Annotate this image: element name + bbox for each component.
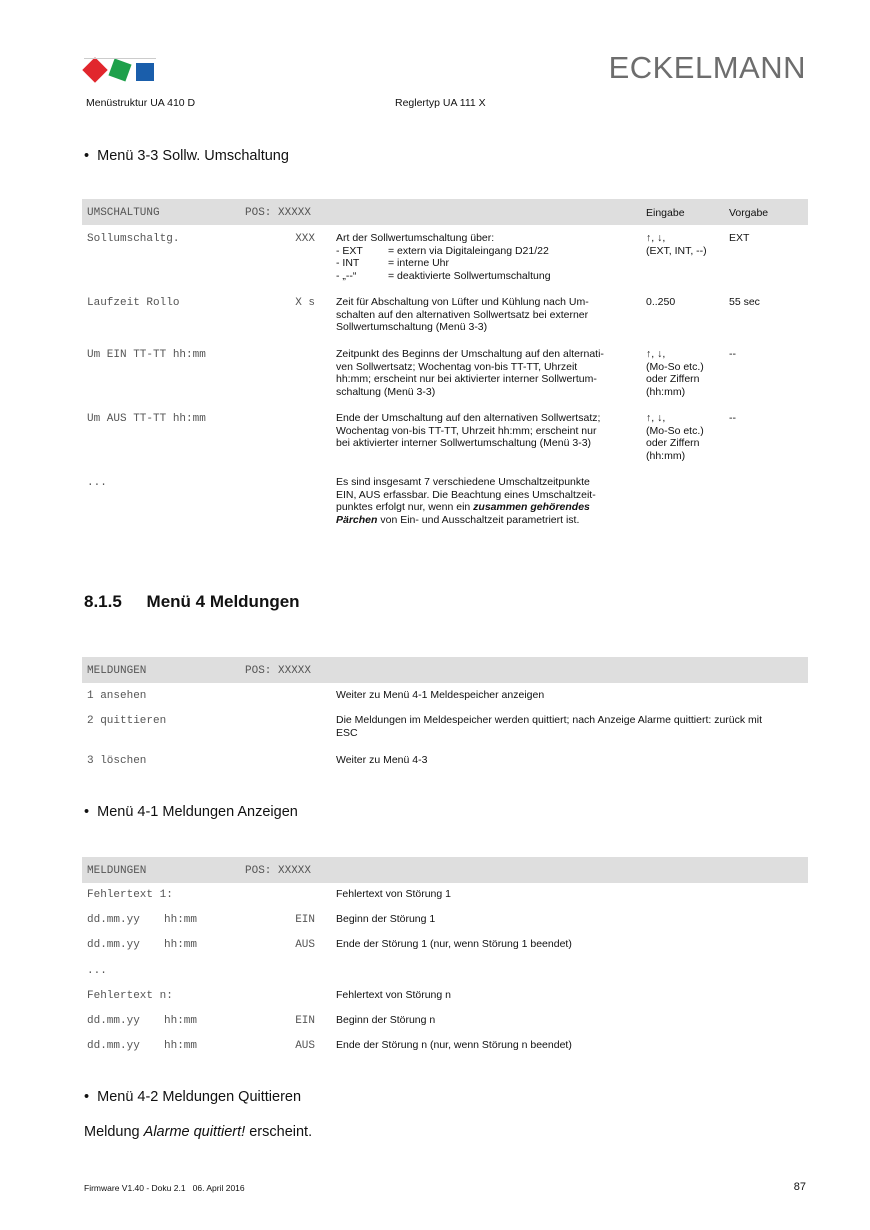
- note-text: punktes erfolgt nur, wenn ein: [336, 501, 474, 513]
- menu33-dots: ...: [87, 477, 107, 489]
- menu33-heading: [84, 148, 289, 164]
- header-center: Reglertyp UA 111 X: [395, 97, 486, 109]
- menu33-note: [336, 476, 636, 526]
- menu41-row-left: Fehlertext 1:: [87, 889, 173, 901]
- menu4-table-header: [82, 657, 808, 683]
- menu33-hdr-left: UMSCHALTUNG: [87, 207, 160, 219]
- menu41-heading-text: Menü 4-1 Meldungen Anzeigen: [97, 804, 298, 820]
- menu41-row-right: AUS: [295, 939, 315, 951]
- bullet: •: [84, 148, 90, 164]
- menu41-row-left: Fehlertext n:: [87, 990, 173, 1002]
- desc-line: bei aktivierter interner Sollwertumschaltung (Menü 3-3): [336, 437, 592, 449]
- menu33-hdr-pos: POS: XXXXX: [245, 207, 312, 219]
- logo-blue-square: [136, 63, 154, 81]
- menu33-hdr-vorgabe: Vorgabe: [729, 207, 769, 219]
- menu41-hdr-pos: POS: XXXXX: [245, 865, 312, 877]
- menu33-row3-vorgabe: --: [729, 348, 736, 360]
- menu41-row-left: ...: [87, 965, 107, 977]
- menu33-row2-eingabe: 0..250: [646, 296, 676, 308]
- def-key: - EXT: [336, 244, 363, 257]
- desc-line: ESC: [336, 726, 358, 739]
- menu33-row2-desc: [336, 296, 636, 334]
- section-title: Menü 4 Meldungen: [146, 592, 300, 611]
- menu41-row-left: dd.mm.yy: [87, 914, 140, 926]
- note-line: Es sind insgesamt 7 verschiedene Umschaltzeitpunkte: [336, 476, 590, 488]
- note-line: [336, 501, 636, 514]
- brand-name: ECKELMANN: [608, 50, 806, 85]
- menu33-row2-vorgabe: 55 sec: [729, 296, 760, 308]
- menu42-text-c: erscheint.: [245, 1124, 313, 1140]
- def-value: = interne Uhr: [388, 257, 449, 269]
- menu41-table-header: [82, 857, 808, 883]
- menu42-heading-text: Menü 4-2 Meldungen Quittieren: [97, 1089, 302, 1105]
- logo-green-square: [108, 58, 131, 81]
- menu41-row-desc: Fehlertext von Störung n: [336, 989, 451, 1001]
- menu33-row1-eingabe: [646, 232, 707, 257]
- menu41-row-mid: hh:mm: [164, 1015, 198, 1027]
- eingabe-line: ↑, ↓,: [646, 412, 666, 424]
- desc-line: Zeitpunkt des Beginns der Umschaltung auf den alternati-: [336, 348, 604, 360]
- menu4-row2-desc: [336, 714, 806, 739]
- menu41-row-desc: Beginn der Störung n: [336, 1014, 436, 1026]
- menu4-row1-label: 1 ansehen: [87, 690, 147, 702]
- desc-line: Wochentag von-bis TT-TT, Uhrzeit hh:mm; erscheint nur: [336, 424, 597, 437]
- menu33-row1-label: Sollumschaltg.: [87, 233, 180, 245]
- menu33-row1-vorgabe: EXT: [729, 232, 750, 244]
- eingabe-line: (EXT, INT, --): [646, 244, 707, 257]
- desc-line: Zeit für Abschaltung von Lüfter und Kühlung nach Um-: [336, 296, 589, 308]
- menu33-row3-eingabe: [646, 348, 704, 398]
- desc-line: Ende der Umschaltung auf den alternativen Sollwertsatz;: [336, 412, 601, 424]
- desc-line: ven Sollwertsatz; Wochentag von-bis TT-TT, Uhrzeit: [336, 360, 578, 373]
- menu4-row3-label: 3 löschen: [87, 755, 147, 767]
- menu41-row-left: dd.mm.yy: [87, 939, 140, 951]
- menu4-row2-label: 2 quittieren: [87, 715, 167, 727]
- menu42-heading: [84, 1089, 301, 1105]
- menu33-hdr-eingabe: Eingabe: [646, 207, 685, 219]
- section-number: 8.1.5: [84, 592, 122, 611]
- menu33-row1-def: [336, 270, 631, 283]
- def-value: = deaktivierte Sollwertumschaltung: [388, 269, 551, 282]
- note-line: [336, 514, 636, 527]
- desc-line: Die Meldungen im Meldespeicher werden quittiert; nach Anzeige Alarme quittiert: zurück mit: [336, 714, 763, 726]
- desc-line: Sollwertumschaltung (Menü 3-3): [336, 321, 488, 333]
- menu42-text-a: Meldung: [84, 1124, 144, 1140]
- section-heading: [84, 592, 300, 612]
- menu33-row3-desc: [336, 348, 636, 398]
- menu33-heading-text: Menü 3-3 Sollw. Umschaltung: [97, 148, 289, 164]
- menu42-text-italic: Alarme quittiert!: [143, 1124, 246, 1140]
- def-key: - „--“: [336, 269, 357, 282]
- menu33-row2-value: X s: [295, 297, 315, 309]
- note-emphasis: Pärchen: [336, 513, 378, 526]
- menu33-row1-desc: [336, 232, 631, 282]
- menu4-row1-desc: Weiter zu Menü 4-1 Meldespeicher anzeigen: [336, 689, 545, 701]
- menu33-row4-desc: [336, 412, 636, 450]
- bullet: •: [84, 1089, 90, 1105]
- footer-left: Firmware V1.40 - Doku 2.1 06. April 2016: [84, 1183, 245, 1193]
- eingabe-line: (hh:mm): [646, 385, 686, 398]
- eingabe-line: ↑, ↓,: [646, 348, 666, 360]
- menu33-row1-def: [336, 245, 631, 258]
- menu33-row4-label: Um AUS TT-TT hh:mm: [87, 413, 206, 425]
- logo-frame-line: [84, 58, 156, 59]
- menu41-row-mid: hh:mm: [164, 939, 198, 951]
- eingabe-line: (Mo-So etc.): [646, 424, 704, 437]
- def-value: = extern via Digitaleingang D21/22: [388, 244, 549, 257]
- menu41-heading: [84, 804, 298, 820]
- page-number: 87: [793, 1181, 806, 1193]
- eingabe-line: ↑, ↓,: [646, 232, 666, 244]
- menu33-row4-vorgabe: --: [729, 412, 736, 424]
- menu41-row-desc: Ende der Störung 1 (nur, wenn Störung 1 beendet): [336, 938, 572, 950]
- note-emphasis: zusammen gehörendes: [473, 501, 590, 513]
- menu41-row-right: EIN: [295, 914, 315, 926]
- menu33-row2-label: Laufzeit Rollo: [87, 297, 180, 309]
- eingabe-line: oder Ziffern: [646, 373, 700, 385]
- menu41-row-left: dd.mm.yy: [87, 1040, 140, 1052]
- logo: [84, 58, 156, 84]
- eingabe-line: (hh:mm): [646, 449, 686, 462]
- menu33-row1-value: XXX: [295, 233, 315, 245]
- menu41-row-right: EIN: [295, 1015, 315, 1027]
- menu42-text: [84, 1124, 312, 1140]
- menu4-row3-desc: Weiter zu Menü 4-3: [336, 754, 428, 766]
- note-text: von Ein- und Ausschaltzeit parametriert ist.: [377, 513, 580, 526]
- menu33-row1-intro: Art der Sollwertumschaltung über:: [336, 232, 495, 244]
- menu4-hdr-pos: POS: XXXXX: [245, 665, 312, 677]
- note-line: EIN, AUS erfassbar. Die Beachtung eines Umschaltzeit-: [336, 488, 596, 501]
- desc-line: schaltung (Menü 3-3): [336, 385, 436, 398]
- menu41-hdr-left: MELDUNGEN: [87, 865, 147, 877]
- menu33-table-header: [82, 199, 808, 225]
- def-key: - INT: [336, 257, 360, 269]
- menu41-row-right: AUS: [295, 1040, 315, 1052]
- desc-line: hh:mm; erscheint nur bei aktivierter interner Sollwertum-: [336, 373, 597, 385]
- menu41-row-mid: hh:mm: [164, 1040, 198, 1052]
- eingabe-line: (Mo-So etc.): [646, 360, 704, 373]
- desc-line: schalten auf den alternativen Sollwertsatz bei externer: [336, 308, 589, 321]
- menu41-row-desc: Ende der Störung n (nur, wenn Störung n beendet): [336, 1039, 572, 1051]
- menu41-row-left: dd.mm.yy: [87, 1015, 140, 1027]
- bullet: •: [84, 804, 90, 820]
- eingabe-line: oder Ziffern: [646, 437, 700, 449]
- menu41-row-mid: hh:mm: [164, 914, 198, 926]
- menu41-row-desc: Beginn der Störung 1: [336, 913, 436, 925]
- menu41-row-desc: Fehlertext von Störung 1: [336, 888, 451, 900]
- menu33-row3-label: Um EIN TT-TT hh:mm: [87, 349, 206, 361]
- header-left: Menüstruktur UA 410 D: [86, 97, 196, 109]
- menu33-row4-eingabe: [646, 412, 704, 462]
- menu33-row1-def: [336, 257, 631, 270]
- menu4-hdr-left: MELDUNGEN: [87, 665, 147, 677]
- logo-red-square: [82, 57, 107, 82]
